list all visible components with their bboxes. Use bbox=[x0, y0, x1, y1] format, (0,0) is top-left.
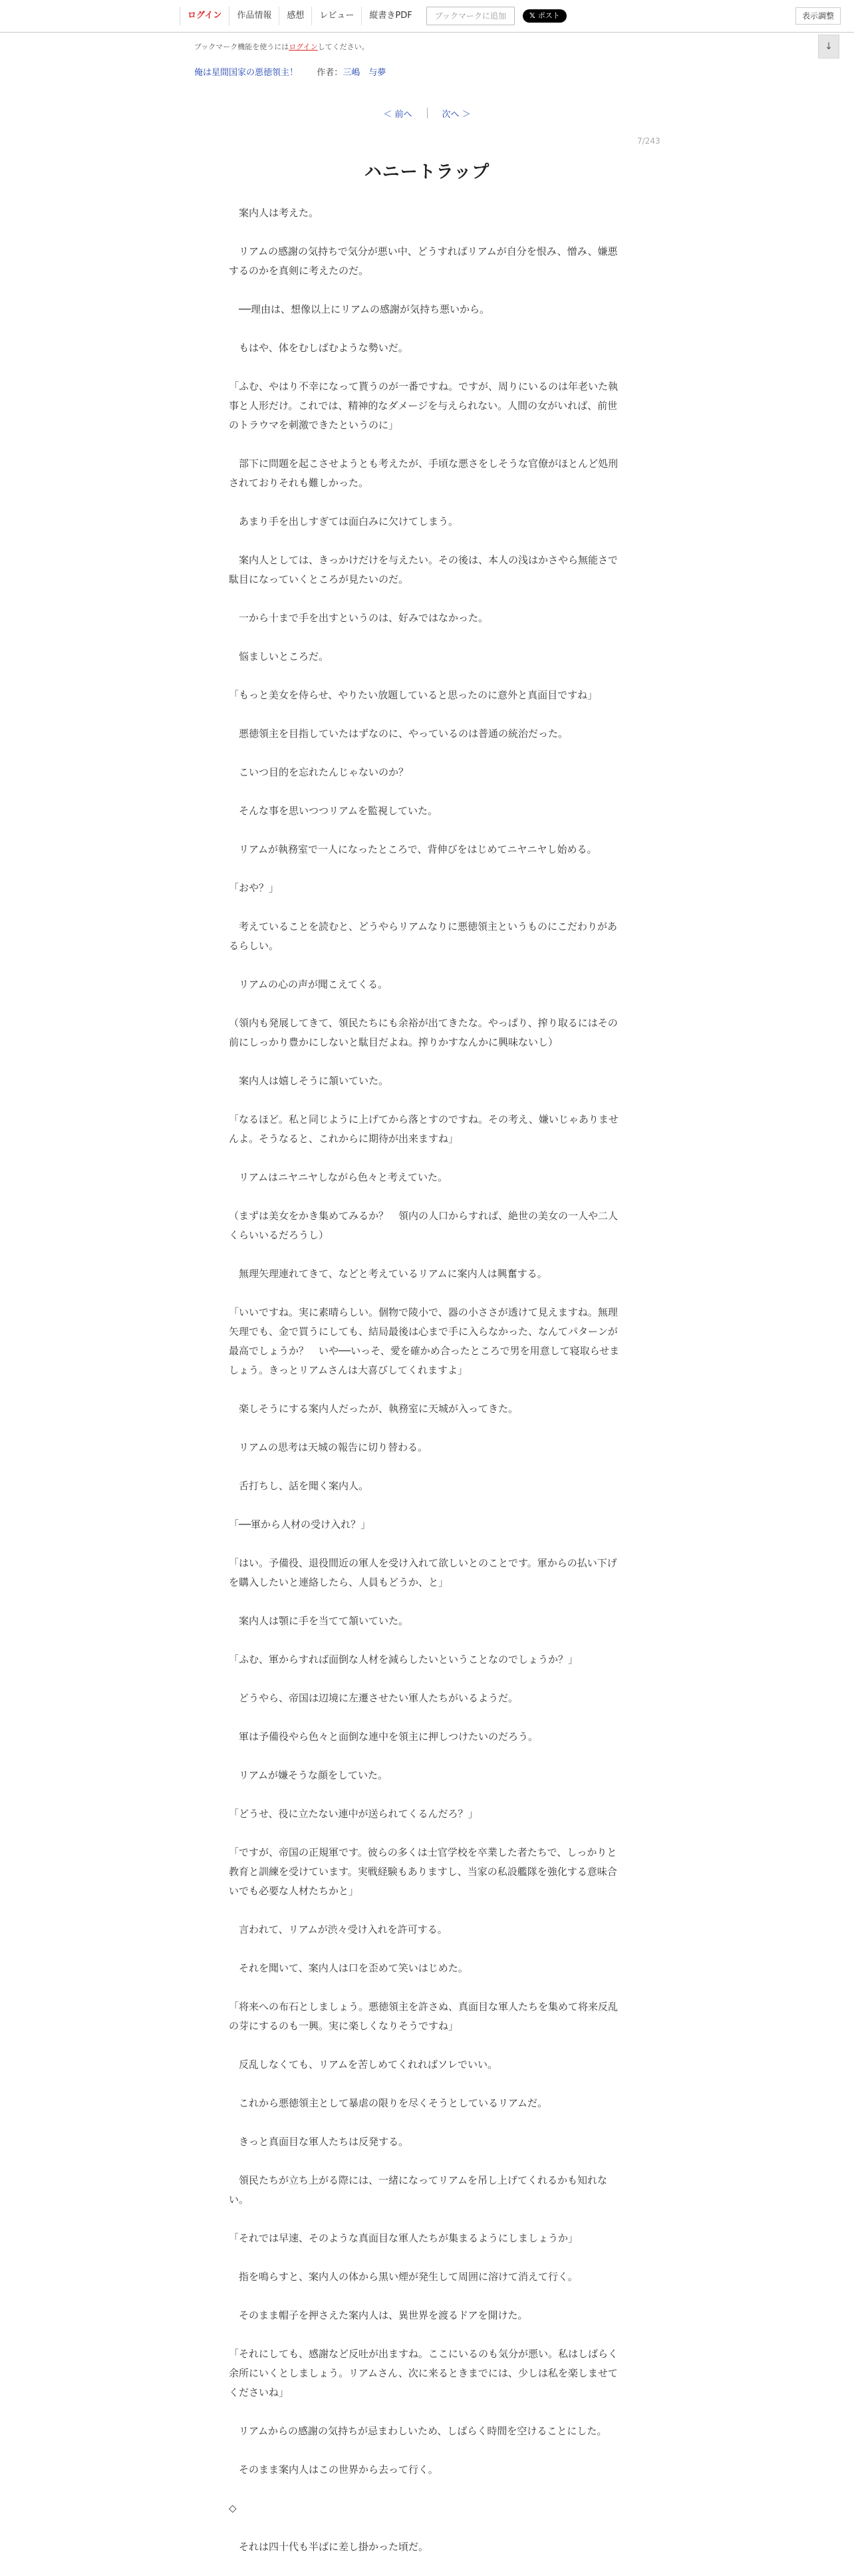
body-paragraph: 無理矢理連れてきて、などと考えているリアムに案内人は興奮する。 bbox=[229, 1268, 547, 1280]
body-paragraph: リアムの心の声が聞こえてくる。 bbox=[229, 978, 388, 990]
body-paragraph: 「ですが、帝国の正規軍です。彼らの多くは士官学校を卒業した者たちで、しっかりと教育と訓練を受けています。実戦経験もありますし、当家の私設艦隊を強化する意味合いでも必要な人材たちかと」 bbox=[229, 1846, 617, 1897]
body-paragraph: 悪徳領主を目指していたはずなのに、やっているのは普通の統治だった。 bbox=[229, 728, 569, 740]
body-paragraph: リアムはニヤニヤしながら色々と考えていた。 bbox=[229, 1171, 448, 1183]
body-paragraph: （まずは美女をかき集めてみるか？ 領内の人口からすれば、絶世の美女の一人や二人くらいいるだろうし） bbox=[229, 1210, 619, 1241]
nav-review[interactable]: レビュー bbox=[311, 7, 361, 25]
nav-pdf[interactable]: 縦書きPDF bbox=[361, 7, 419, 25]
body-paragraph: 案内人は嬉しそうに頷いていた。 bbox=[229, 1075, 389, 1087]
body-paragraph: ◇ bbox=[229, 2502, 237, 2514]
body-paragraph: 一から十まで手を出すというのは、好みではなかった。 bbox=[229, 612, 489, 624]
body-paragraph: 舌打ちし、話を聞く案内人。 bbox=[229, 1480, 369, 1492]
body-paragraph: 領民たちが立ち上がる際には、一緒になってリアムを吊し上げてくれるかも知れない。 bbox=[229, 2174, 607, 2206]
body-paragraph: 言われて、リアムが渋々受け入れを許可する。 bbox=[229, 1924, 448, 1935]
nav-impressions[interactable]: 感想 bbox=[279, 7, 311, 25]
next-link[interactable]: 次へ ＞ bbox=[442, 109, 471, 120]
body-paragraph: 「将来への布石としましょう。悪徳領主を許さぬ、真面目な軍人たちを集めて将来反乱の芽にするのも一興。実に楽しくなりそうですね」 bbox=[229, 2001, 619, 2032]
x-share-label: ポスト bbox=[537, 11, 560, 20]
notice-login-link[interactable]: ログイン bbox=[289, 43, 318, 51]
notice-text-before: ブックマーク機能を使うには bbox=[194, 43, 289, 51]
chapter-body bbox=[229, 204, 620, 2576]
x-share-button[interactable] bbox=[523, 9, 567, 23]
x-logo-icon: 𝕏 bbox=[529, 11, 535, 20]
main-nav bbox=[180, 7, 567, 25]
body-paragraph: 「ふむ、軍からすれば面倒な人材を減らしたいということなのでしょうか？」 bbox=[229, 1653, 579, 1665]
body-paragraph: 案内人としては、きっかけだけを与えたい。その後は、本人の浅はかさやら無能さで駄目になっていくところが見たいのだ。 bbox=[229, 554, 619, 585]
body-paragraph: 部下に問題を起こさせようとも考えたが、手頃な悪さをしそうな官僚がほとんど処刑されておりそれも難しかった。 bbox=[229, 458, 619, 489]
body-paragraph: リアムからの感謝の気持ちが忌まわしいため、しばらく時間を空けることにした。 bbox=[229, 2425, 607, 2437]
notice-text-after: してください。 bbox=[317, 43, 369, 51]
login-notice bbox=[194, 41, 369, 52]
body-paragraph: 「おや？」 bbox=[229, 882, 279, 894]
body-paragraph: そのまま案内人はこの世界から去って行く。 bbox=[229, 2464, 438, 2476]
body-paragraph: リアムが嫌そうな顔をしていた。 bbox=[229, 1769, 388, 1781]
nav-work-info[interactable]: 作品情報 bbox=[229, 7, 279, 25]
body-paragraph: これから悪徳領主として暴虐の限りを尽くそうとしているリアムだ。 bbox=[229, 2097, 547, 2109]
body-paragraph: 「それにしても、感謝など反吐が出ますね。ここにいるのも気分が悪い。私はしばらく余所にいくとしましょう。リアムさん、次に来るときまでには、少しは私を楽しませてくださいね」 bbox=[229, 2348, 619, 2398]
body-paragraph: 考えていることを読むと、どうやらリアムなりに悪徳領主というものにこだわりがあるらしい。 bbox=[229, 921, 617, 952]
arrow-down-icon: ↓ bbox=[825, 41, 833, 52]
pager bbox=[0, 106, 854, 120]
body-paragraph: 「──軍から人材の受け入れ？」 bbox=[229, 1518, 371, 1530]
scroll-down-button[interactable] bbox=[818, 35, 839, 59]
bookmark-button[interactable]: ブックマークに追加 bbox=[426, 7, 515, 25]
body-paragraph: そんな事を思いつつリアムを監視していた。 bbox=[229, 805, 438, 817]
top-bar bbox=[0, 0, 854, 33]
body-paragraph: 「いいですね。実に素晴らしい。個物で陵小で、器の小ささが透けて見えますね。無理矢理でも、金で買うにしても、結局最後は心まで手に入らなかった、なんてパターンが最高でしょうか？ いや──いっそ、愛を確かめ合ったところで男を用意して寝取らせましょう。きっとリアムさんは大喜びしてくれますよ」 bbox=[229, 1306, 620, 1376]
author-link[interactable]: 三嶋 与夢 bbox=[343, 68, 386, 78]
body-paragraph: ──理由は、想像以上にリアムの感謝が気持ち悪いから。 bbox=[229, 303, 490, 315]
body-paragraph: 悩ましいところだ。 bbox=[229, 650, 329, 662]
body-paragraph: 指を鳴らすと、案内人の体から黒い煙が発生して周囲に溶けて消えて行く。 bbox=[229, 2271, 578, 2283]
author-label: 作者： bbox=[317, 68, 343, 78]
body-paragraph: あまり手を出しすぎては面白みに欠けてしまう。 bbox=[229, 515, 459, 527]
display-settings-button[interactable]: 表示調整 bbox=[795, 7, 841, 25]
body-paragraph: きっと真面目な軍人たちは反発する。 bbox=[229, 2136, 409, 2148]
prev-link[interactable]: ＜ 前へ bbox=[383, 109, 412, 120]
pager-divider bbox=[427, 108, 428, 118]
body-paragraph: それは四十代も半ばに差し掛かった頃だ。 bbox=[229, 2541, 429, 2553]
body-paragraph: それを聞いて、案内人は口を歪めて笑いはじめた。 bbox=[229, 1962, 468, 1974]
body-paragraph: リアムの感謝の気持ちで気分が悪い中、どうすればリアムが自分を恨み、憎み、嫌悪するのかを真剣に考えたのだ。 bbox=[229, 245, 618, 277]
novel-info bbox=[194, 65, 386, 78]
body-paragraph: 反乱しなくても、リアムを苦しめてくれればソレでいい。 bbox=[229, 2059, 498, 2071]
body-paragraph: リアムの思考は天城の報告に切り替わる。 bbox=[229, 1441, 428, 1453]
body-paragraph: リアムが執務室で一人になったところで、背伸びをはじめてニヤニヤし始める。 bbox=[229, 843, 597, 855]
body-paragraph: 「ふむ、やはり不幸になって貰うのが一番ですね。ですが、周りにいるのは年老いた執事と人形だけ。これでは、精神的なダメージを与えられない。人間の女がいれば、前世のトラウマを刺激できたというのに」 bbox=[229, 380, 619, 431]
body-paragraph: 案内人は顎に手を当てて頷いていた。 bbox=[229, 1615, 409, 1627]
body-paragraph: どうやら、帝国は辺境に左遷させたい軍人たちがいるようだ。 bbox=[229, 1692, 519, 1704]
body-paragraph: 案内人は考えた。 bbox=[229, 207, 319, 219]
chapter-title: ハニートラップ bbox=[364, 162, 490, 182]
page-count: 7/243 bbox=[637, 136, 660, 146]
body-paragraph: 「どうせ、役に立たない連中が送られてくるんだろ？」 bbox=[229, 1808, 478, 1820]
body-paragraph: 「はい。予備役、退役間近の軍人を受け入れて欲しいとのことです。軍からの払い下げを購入したいと連絡したら、人員もどうか、と」 bbox=[229, 1557, 617, 1588]
body-paragraph: こいつ目的を忘れたんじゃないのか？ bbox=[229, 766, 409, 778]
novel-title-link[interactable]: 俺は星間国家の悪徳領主！ bbox=[194, 68, 299, 78]
body-paragraph: 楽しそうにする案内人だったが、執務室に天城が入ってきた。 bbox=[229, 1403, 519, 1415]
body-paragraph: 軍は予備役やら色々と面倒な連中を領主に押しつけたいのだろう。 bbox=[229, 1731, 539, 1743]
login-link[interactable]: ログイン bbox=[180, 7, 229, 25]
body-paragraph: 「それでは早速、そのような真面目な軍人たちが集まるようにしましょうか」 bbox=[229, 2232, 579, 2244]
body-paragraph: そのまま帽子を押さえた案内人は、異世界を渡るドアを開けた。 bbox=[229, 2309, 528, 2321]
body-paragraph: もはや、体をむしばむような勢いだ。 bbox=[229, 342, 408, 354]
body-paragraph: 「もっと美女を侍らせ、やりたい放題していると思ったのに意外と真面目ですね」 bbox=[229, 689, 598, 701]
body-paragraph: （領内も発展してきて、領民たちにも余裕が出てきたな。やっぱり、搾り取るにはその前にしっかり豊かにしないと駄目だよね。搾りかすなんかに興味ないし） bbox=[229, 1017, 618, 1048]
body-paragraph: 「なるほど。私と同じように上げてから落とすのですね。その考え、嫌いじゃありませんよ。そうなると、これからに期待が出来ますね」 bbox=[229, 1113, 619, 1145]
